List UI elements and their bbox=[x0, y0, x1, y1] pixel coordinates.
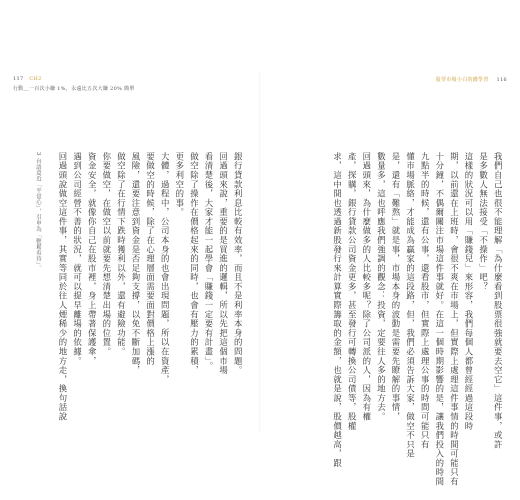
footnote: 3 台語意近「平常心」，引申為「輕鬆看待」。 bbox=[35, 152, 41, 271]
left-text-column: 銀行貸款利息比較有效率，而且不是利率本身的問題。 bbox=[233, 152, 244, 375]
right-text-column: 懂市場脈絡，才能成為贏家的這段路，但，我們必須告訴大家，做空不只是 bbox=[405, 152, 416, 459]
page-gutter bbox=[259, 72, 261, 432]
left-text-column: 看清楚後，大家才能一起學會「賺錢一定要有計畫」。 bbox=[204, 152, 214, 371]
left-text-column: 要做空的時候，除了在心理層面需要面對價格上漲的 bbox=[145, 152, 156, 366]
left-text-column: 回過頭說做空這件事，其實等同於往人煙稀少的地方走，換句話說 bbox=[58, 152, 68, 422]
right-running-head bbox=[436, 76, 507, 83]
left-text-column: 風險，還要注意到資金是否足夠支撐，以免不斷加碼， bbox=[131, 152, 141, 375]
right-text-column: 九點半的時候，還有公事，還看股市，但實際上處理公事的時間可能只有 bbox=[420, 152, 431, 450]
chapter-label: CH2 bbox=[29, 76, 42, 82]
left-text-column: 做空除了操作在價格起來的同時，也會有壓力的累積， bbox=[189, 152, 200, 375]
right-folio: 116 bbox=[496, 77, 507, 83]
right-text-column: 產，探購，銀行貸款公司資金更多，甚至發行可轉換公司債等，股權 bbox=[347, 152, 358, 431]
left-folio: 117 bbox=[13, 76, 24, 82]
left-text-column: 遇到公司經營不善的狀況，就可以提早離場的依據。 bbox=[72, 152, 83, 366]
chapter-subtitle: 行動＿一百次小賺 1%，永遠比五次大賺 20% 簡單 bbox=[13, 86, 135, 92]
right-text-column: 數量多，這也呼應我們強調的觀念：投資，定要往人多的地方去。 bbox=[376, 152, 387, 422]
right-text-column: 求，這中間也透過新股發行來計算實際籌取的金額，也就是說，股價越高，跟 bbox=[332, 152, 343, 468]
right-running-head-title: 股票市場小白的錢學習 bbox=[435, 77, 489, 83]
left-running-head bbox=[13, 76, 135, 92]
left-text-column: 你要做空，在做空以前就要先想清楚出場的位置。 bbox=[101, 152, 112, 357]
left-text-column: 資金安全，就像你自己在股市裡，身上帶著保護傘， bbox=[87, 152, 98, 366]
right-text-column: 我們自己也很不能理解「為什麼看到股票很強就要去空它」這件事，或許 bbox=[493, 152, 504, 450]
right-text-column: 是多數人無法接受「不操作」吧？ bbox=[478, 152, 489, 292]
right-text-column: 回過頭來，為什麼做多的人比較多呢？除了公司派的人，因為有權 bbox=[361, 152, 372, 422]
right-text-column: 期，以前還在上班時，會很不爽在市場上，但實際上處理這件事情的時間可能只有 bbox=[449, 152, 460, 487]
left-text-column: 回過頭來說，重要的是買進的邏輯，所以先把這個市場 bbox=[218, 152, 229, 375]
left-text-column: 做空除了在行情下跌時獲利以外，還有避險功能。 bbox=[116, 152, 127, 357]
left-text-column: 大體，過程中，公司本身的也會出現問題，所以在資產， bbox=[160, 152, 171, 385]
right-text-column: 十分鐘，不偶爾關注市場這件事就好。在這一個時期影響的是，讓我們投入的時間 bbox=[434, 152, 445, 487]
right-text-column: 是，還有「難熬」就是事，市場本身的波動是需要先瞭解的事情， bbox=[391, 152, 401, 422]
left-text-column: 更多利空的事。 bbox=[174, 152, 185, 218]
right-text-column: 這樣的狀況可以用「賺錢兒」來形容，我們每個人都曾經經過這段時 bbox=[464, 152, 474, 431]
